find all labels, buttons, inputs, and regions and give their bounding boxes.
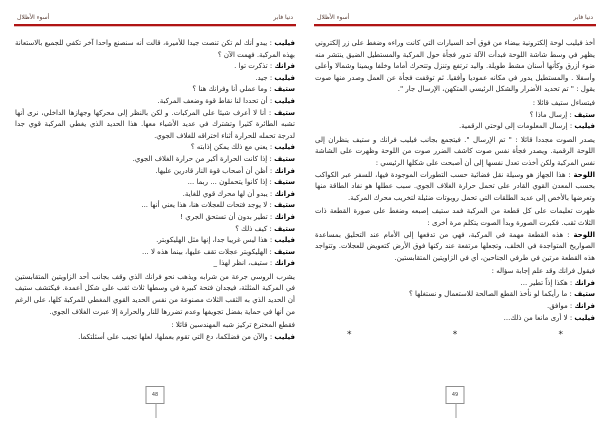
dialog-line: فرانك : تذكرت توا . <box>234 62 295 71</box>
page-number: 49 <box>451 392 459 398</box>
dialog-line: فيليب : جيد. <box>255 73 295 82</box>
speaker-name: فيليب <box>274 143 295 152</box>
dialog-line: فرانك : ستيف، انظر لهذا _ <box>213 259 295 268</box>
speaker-name: فيليب <box>274 332 295 341</box>
speaker-name: ستيف <box>274 201 295 210</box>
dialog-line: ستيف : كيف ذلك ؟ <box>235 224 295 233</box>
narrative-paragraph: يشرب الروسي جرعة من شرابه ويذهب نحو فرانك الذي وقف بجانب أحد الزاويتين المتقابستين في المركبة المثلثة، فيجدان فتحة كبيرة في وسطها ثلاث ثقب على شكل أعمدة. فيكتشف ستيف أن الحديد الذي به الثقب الثلاث مصنوعة من نفس الحديد القوي المغطي للمركبة كلها، على الرغم من أنها في حماية بفضل تجويفها وعدم تضررها للنار والحرارة إلا عبرت الغلاف الجوي. <box>15 272 295 316</box>
speaker-name: اللوحة <box>573 170 596 179</box>
asterisk: * <box>347 330 352 341</box>
page-body <box>314 38 596 342</box>
asterisk: * <box>558 330 563 341</box>
narrative-paragraph: فيتساءل ستيف قائلا : <box>532 98 595 107</box>
dialog-line: فرانك : تطير بدون أن تستحق الجري ! <box>180 212 295 221</box>
speaker-name: فرانك <box>274 62 295 71</box>
dialog-line: ستيف : إذا كانت الحرارة أكبر من حرارة الغلاف الجوي. <box>132 154 295 163</box>
running-title: أسوء الأظلال <box>317 14 350 21</box>
speaker-name: فرانك <box>574 278 595 287</box>
dialog-line: فرانك : أظن أن أصحاب قوة النار قادرين عليها. <box>155 166 295 175</box>
dialog-line: فيليب : لا أرى مانعا من ذلك... <box>503 313 595 322</box>
speaker-name: فرانك <box>574 302 595 311</box>
speaker-name: فرانك <box>274 189 295 198</box>
speaker-name: فيليب <box>574 122 595 131</box>
page-right <box>314 10 596 420</box>
dialog-line: فيليب : والآن من فضلكما، دع التي تقوم بعملها، لعلها تجيب على أسئلتكما. <box>78 332 295 341</box>
dialog-line: ستيف : أنا لا أعرف شيئا على المركبات. و لكن بالنظر إلى محركها وجهازها الداخلي، نرى أنها تشبه الطائرة كثيرا وتشترك في عديد الأشياء معها. هذا الحديد الذي يغطي المركبة قوي جدا لدرجة تحمله للحرارة أثناء اختراقه للغلاف الجوي. <box>15 108 295 140</box>
dialog-line: ستيف : وما عملي أنا وفرانك هنا ؟ <box>192 85 295 94</box>
dialog-line: اللوحة : هذه القطعة مهمة في المركبة، فهي من تدفعها إلى الأمام عند التحليق بمساعدة الصواريخ المتواجدة في الخلف، وتجعلها مرتفعة عند ركنها فوق الأرض كتعويض للعجلات. وتتواجد هذه القطعة مرتين في طرفي الجناحين، أي في الزاويتين المتقابستين. <box>315 230 596 262</box>
dialog-line: فرانك : هكذا إذاً تطير ... <box>520 278 595 287</box>
narrative-paragraph: فيقول فرانك وقد علم إجابة سؤاله : <box>491 267 595 276</box>
speaker-name: فيليب <box>274 96 295 105</box>
speaker-name: ستيف <box>274 224 295 233</box>
speaker-name: اللوحة <box>573 230 596 239</box>
narrative-paragraph: أخذ فيليب لوحة إلكترونية بيضاء من فوق أحد السيارات التي كانت وراءه وضغط على زر إلكتروني يظهر في وسط شاشة اللوحة فبدأت الآلة تدور فجأة حول المركبة والمستطيل الضيق ينتشر منه ضوء أزرق وكأنها أسنان مشط طويلة. واليد ترتفع وتنزل وتتحرك أماما وخلفا ويمينا وشمالا وأعلى وأسفلا . والمستطيل يدور في مكانه عموديا وأفقيا. ثم توقفت فجأة عن العمل وصدر منها صوت يقول : " تم تحديد الأضرار والشكل الرئيسي المتكهن، الإرسال جار ". <box>315 39 595 94</box>
page-header <box>14 10 296 24</box>
speaker-name: ستيف <box>574 110 595 119</box>
speaker-name: فرانك <box>274 212 295 221</box>
speaker-name: فرانك <box>274 166 295 175</box>
page-body <box>14 38 296 343</box>
header-rule <box>14 24 296 27</box>
narrative-paragraph: يصدر الصوت مجددا قائلا : " تم الإرسال ". فيتجمع بجانب فيليب فرانك و ستيف ينظران إلى اللوحة الرقمية. ويصدر فجأة نفس صوت كاشف الضرر صوت من اللوحة وظهرت على الشاشة نفس المركبة ولكن أخذت تعدل نفسها إلى أن أصبحت على شكلها الرئيسي : <box>315 135 595 167</box>
page-number-box <box>446 386 465 404</box>
dialog-line: ستيف : ما رأيكما لو نأخذ القطع الصالحة للاستعمال و نستغلها ؟ <box>409 290 595 299</box>
narrative-paragraph: فقطع المخترع تركيز شبه المهندسين قائلا : <box>171 321 295 330</box>
dialog-line: ستيف : إرسال ماذا ؟ <box>529 110 595 119</box>
dialog-line: فيليب : يبدو أنك لم تكن تنصت جيدا للأميرة، قالت أنه سنصنع واحدا آخر تكفي للجميع بالاستعانة بهذه المركبة. فهمت الآن ؟ <box>15 39 295 59</box>
page-number-box <box>146 386 165 404</box>
dialog-line: فيليب : يعني مع ذلك يمكن إذابته ؟ <box>190 143 295 152</box>
asterisk: * <box>452 330 458 341</box>
page-number: 48 <box>151 392 159 398</box>
dialog-line: اللوحة : هذا الجهاز هو وسيلة نقل فضائية حسب التطورات الموجودة فيها، للسفر عبر الكواكب بحسب المعدن القوي القادر على تحمل حرارة الغلاف الجوي. سبب عطلها هو نفاد الطاقة منها وتعرضها بالأخص إلى عديد الطلقات التي تحمل روبوتات ضئيلة لتخريب محرك المركبة. <box>315 170 596 202</box>
dialog-line: فيليب : إرسال المعلومات إلى لوحتي الرقمية. <box>459 122 595 131</box>
dialog-line: ستيف : الهليكوبتر عجلات تقف عليها، بينما هذه لا ... <box>142 247 295 256</box>
dialog-line: ستيف : إذا كانوا يتحملون ... ربما ... <box>187 178 295 187</box>
dialog-line: فيليب : أن تحددا لنا نقاط قوة وضعف المركبة. <box>157 96 295 105</box>
narrative-paragraph: ظهرت تعليمات على كل قطعة من المركبة فمد ستيف إصبعه وضغط على صورة القطعة ذات الثلاث ثقب. فكبرت الصورة وبدأ الصوت يتكلم مرة أخرى : <box>315 207 595 227</box>
speaker-name: ستيف <box>274 85 295 94</box>
speaker-name: فيليب <box>574 313 595 322</box>
running-author: دنيا فابر <box>573 14 593 21</box>
speaker-name: فيليب <box>274 39 295 47</box>
speaker-name: ستيف <box>274 154 295 163</box>
speaker-name: ستيف <box>274 247 295 256</box>
header-rule <box>314 24 596 27</box>
dialog-line: فرانك : يبدو أن لها محرك قوي للغاية. <box>182 189 295 198</box>
running-author: دنيا فابر <box>273 14 293 21</box>
speaker-name: فيليب <box>274 236 295 245</box>
speaker-name: ستيف <box>574 290 595 299</box>
speaker-name: فرانك <box>274 259 295 268</box>
speaker-name: ستيف <box>274 178 295 187</box>
page-header <box>314 10 596 24</box>
speaker-name: فيليب <box>274 73 295 82</box>
dialog-line: فرانك : موافق. <box>546 302 595 311</box>
section-separator <box>315 330 595 342</box>
page-left <box>14 10 296 420</box>
running-title: أسوء الأظلال <box>17 14 50 21</box>
dialog-line: فيليب : هذا ليس غريبا جدا، إنها مثل الهليكوبتر. <box>156 236 295 245</box>
speaker-name: ستيف <box>274 108 295 117</box>
dialog-line: ستيف : لا يوجد فتحات للعجلات هنا، هذا يعني أنها ... <box>141 201 295 210</box>
